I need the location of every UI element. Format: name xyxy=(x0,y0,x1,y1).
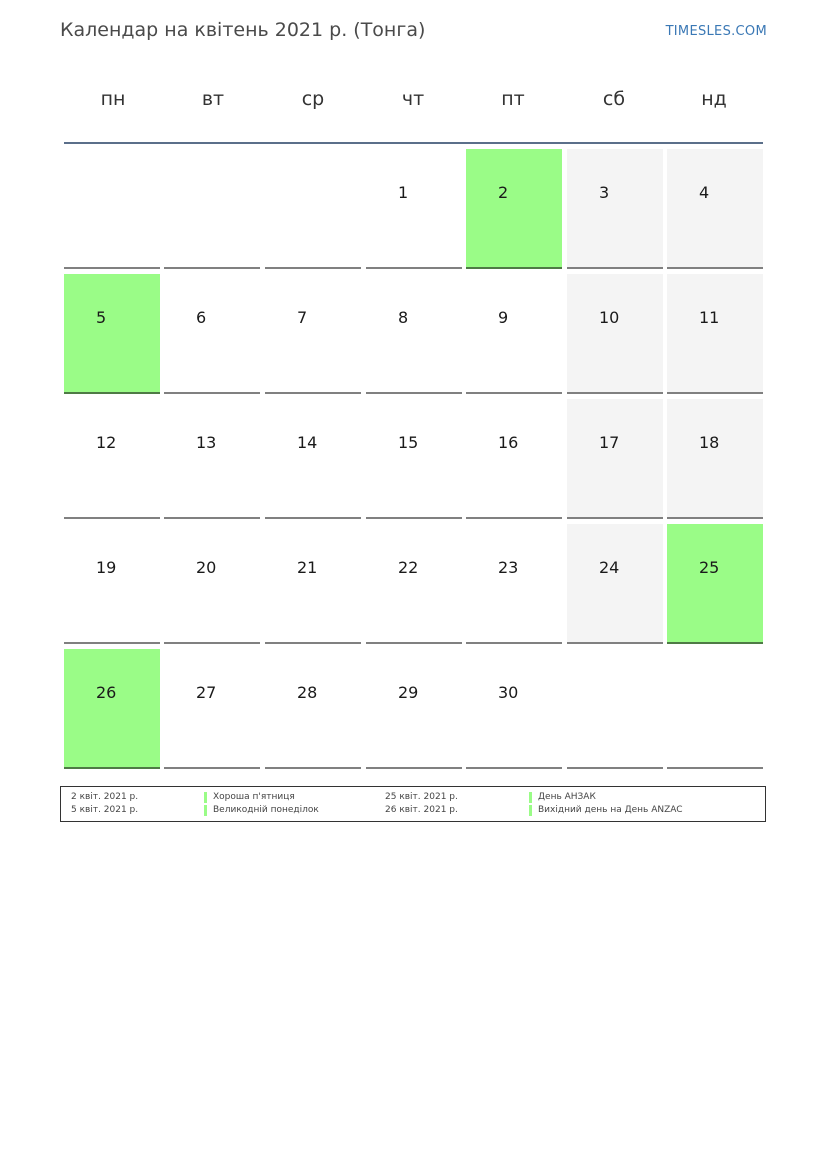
empty-day-cell xyxy=(164,149,260,269)
day-cell xyxy=(164,649,260,769)
weekday-fri: пт xyxy=(501,88,525,110)
weekday-mon: пн xyxy=(100,88,126,110)
day-number: 13 xyxy=(196,433,217,452)
day-cell xyxy=(265,274,361,394)
day-number: 3 xyxy=(599,183,610,202)
day-number: 4 xyxy=(699,183,710,202)
day-number: 14 xyxy=(297,433,318,452)
day-number: 29 xyxy=(398,683,419,702)
day-number: 17 xyxy=(599,433,620,452)
header-divider xyxy=(64,142,763,144)
day-cell xyxy=(366,274,462,394)
day-number: 7 xyxy=(297,308,308,327)
day-number: 24 xyxy=(599,558,620,577)
day-number: 9 xyxy=(498,308,509,327)
day-number: 30 xyxy=(498,683,519,702)
day-number: 19 xyxy=(96,558,117,577)
legend-date: 2 квіт. 2021 р. xyxy=(71,792,139,802)
holiday-day-cell xyxy=(64,274,160,394)
empty-day-cell xyxy=(667,649,763,769)
day-number: 27 xyxy=(196,683,217,702)
day-cell xyxy=(64,524,160,644)
day-cell xyxy=(466,399,562,519)
empty-day-cell xyxy=(64,149,160,269)
site-link[interactable]: TIMESLES.COM xyxy=(665,24,767,39)
day-cell xyxy=(164,274,260,394)
day-number: 20 xyxy=(196,558,217,577)
day-number: 23 xyxy=(498,558,519,577)
weekday-thu: чт xyxy=(401,88,425,110)
day-cell xyxy=(466,524,562,644)
day-cell xyxy=(366,399,462,519)
legend-date: 5 квіт. 2021 р. xyxy=(71,805,139,815)
day-cell xyxy=(567,274,663,394)
holiday-legend xyxy=(60,786,766,822)
day-number: 22 xyxy=(398,558,419,577)
day-number: 21 xyxy=(297,558,318,577)
day-number: 28 xyxy=(297,683,318,702)
weekday-sat: сб xyxy=(602,88,626,110)
day-number: 5 xyxy=(96,308,107,327)
weekday-tue: вт xyxy=(201,88,225,110)
day-cell xyxy=(164,399,260,519)
day-cell xyxy=(366,524,462,644)
empty-day-cell xyxy=(567,649,663,769)
day-cell xyxy=(265,399,361,519)
day-number: 26 xyxy=(96,683,117,702)
legend-holiday-name: Великодній понеділок xyxy=(204,805,319,816)
legend-date: 26 квіт. 2021 р. xyxy=(385,805,458,815)
legend-date: 25 квіт. 2021 р. xyxy=(385,792,458,802)
day-cell xyxy=(265,649,361,769)
day-cell xyxy=(164,524,260,644)
day-number: 15 xyxy=(398,433,419,452)
day-number: 10 xyxy=(599,308,620,327)
legend-holiday-name: Вихідний день на День ANZAC xyxy=(529,805,683,816)
day-cell xyxy=(567,524,663,644)
day-cell xyxy=(64,399,160,519)
day-number: 6 xyxy=(196,308,207,327)
legend-holiday-name: День АНЗАК xyxy=(529,792,596,803)
day-cell xyxy=(366,649,462,769)
day-number: 8 xyxy=(398,308,409,327)
day-cell xyxy=(567,399,663,519)
weekday-sun: нд xyxy=(701,88,727,110)
holiday-day-cell xyxy=(64,649,160,769)
weekday-header-row xyxy=(60,88,767,120)
day-number: 2 xyxy=(498,183,509,202)
day-cell xyxy=(265,524,361,644)
day-cell xyxy=(466,274,562,394)
day-number: 11 xyxy=(699,308,720,327)
day-number: 1 xyxy=(398,183,409,202)
holiday-day-cell xyxy=(466,149,562,269)
day-cell xyxy=(667,149,763,269)
day-number: 25 xyxy=(699,558,720,577)
legend-holiday-name: Хороша п'ятниця xyxy=(204,792,295,803)
day-cell xyxy=(667,399,763,519)
day-cell xyxy=(466,649,562,769)
weekday-wed: ср xyxy=(301,88,325,110)
empty-day-cell xyxy=(265,149,361,269)
day-number: 12 xyxy=(96,433,117,452)
day-number: 18 xyxy=(699,433,720,452)
day-cell xyxy=(667,274,763,394)
day-cell xyxy=(366,149,462,269)
calendar-grid xyxy=(64,149,763,771)
day-number: 16 xyxy=(498,433,519,452)
holiday-day-cell xyxy=(667,524,763,644)
page-title: Календар на квітень 2021 р. (Тонга) xyxy=(60,19,426,41)
day-cell xyxy=(567,149,663,269)
